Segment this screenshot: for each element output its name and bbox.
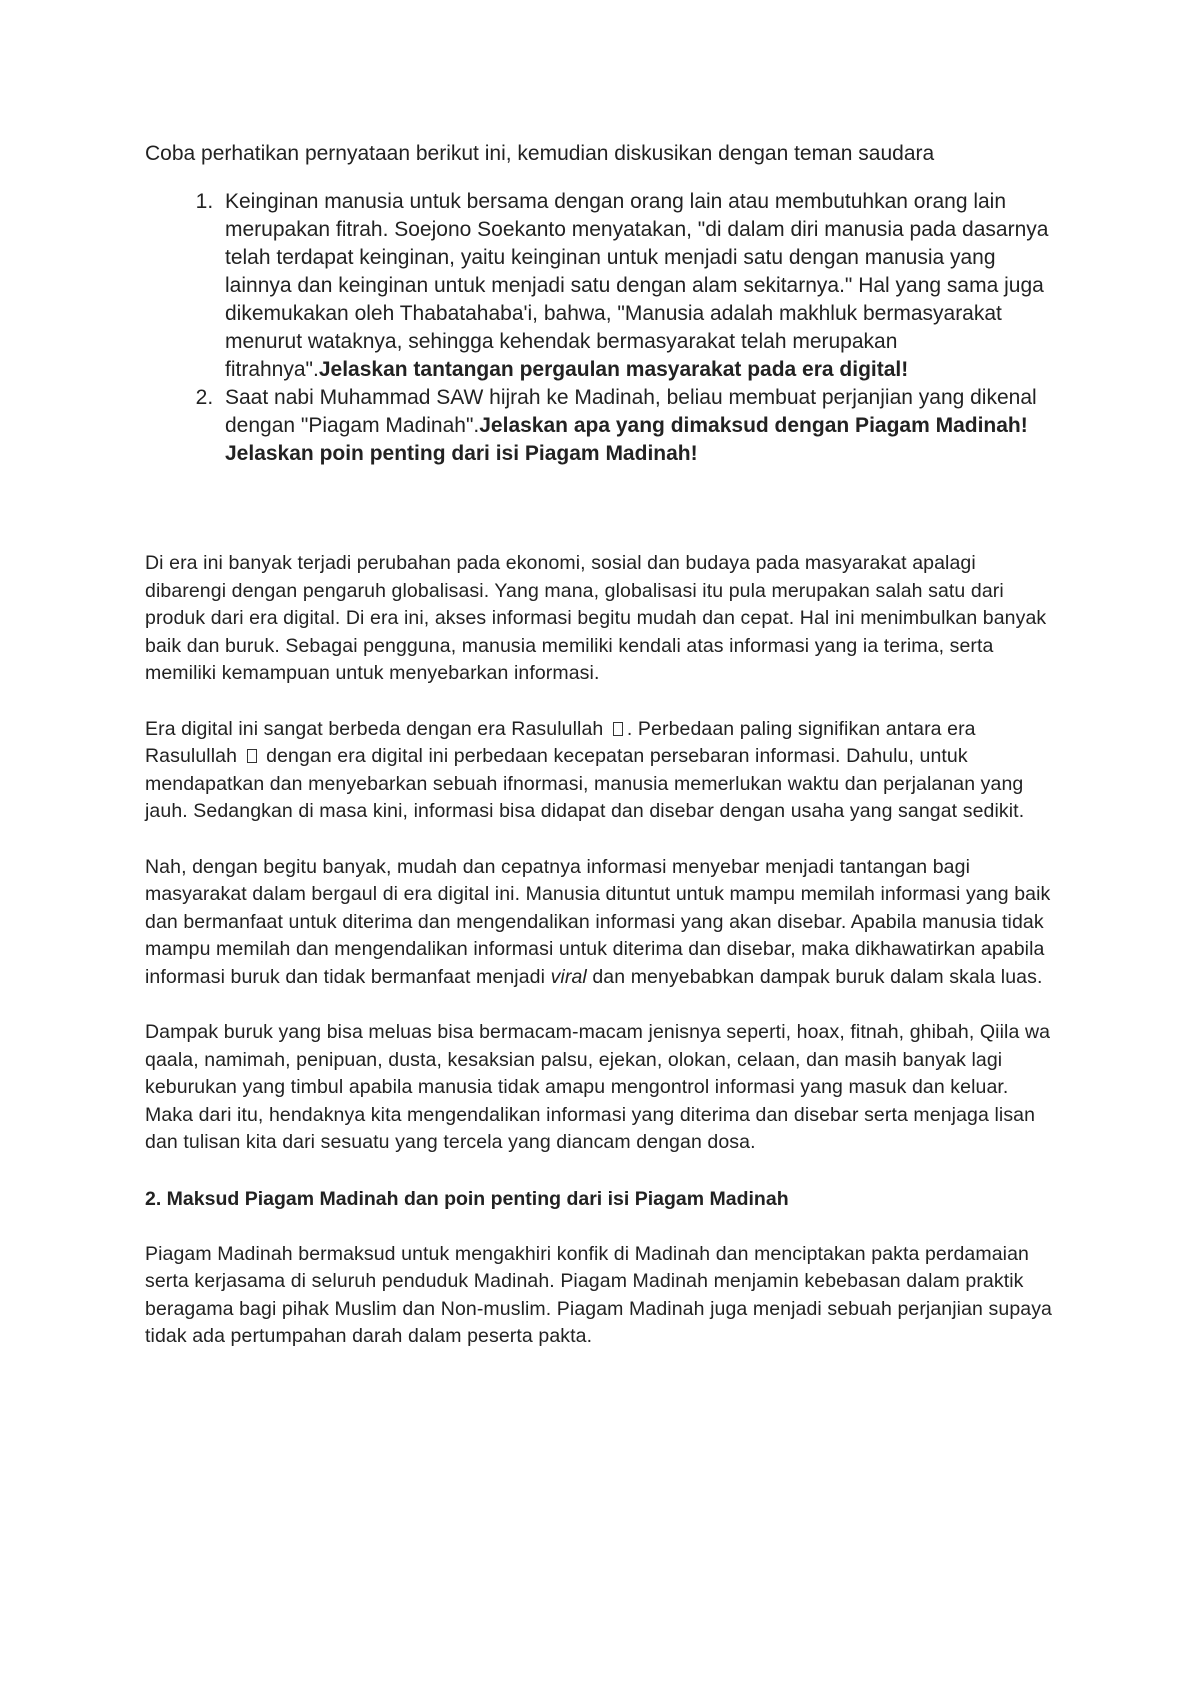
paragraph-text: dengan era digital ini perbedaan kecepatan persebaran informasi. Dahulu, untuk mendapatkan dan menyebarkan sebuah ifnormasi, manusia memerlukan waktu dan perjalanan yang jauh. Sedangkan di masa kini, informasi bisa didapat dan disebar dengan usaha yang sangat sedikit. [145,745,1025,822]
question-prompt: Jelaskan tantangan pergaulan masyarakat pada era digital! [318,358,909,381]
missing-glyph-icon [613,722,623,736]
answer-paragraph: Piagam Madinah bermaksud untuk mengakhiri konfik di Madinah dan menciptakan pakta perdamaian serta kerjasama di seluruh penduduk Madinah. Piagam Madinah menjamin kebebasan dalam praktik beragama bagi pihak Muslim dan Non-muslim. Piagam Madinah juga menjadi sebuah perjanjian supaya tidak ada pertumpahan darah dalam peserta pakta. [145,1242,1053,1347]
section-heading: 2. Maksud Piagam Madinah dan poin penting dari isi Piagam Madinah [145,1187,789,1210]
paragraph-text: Era digital ini sangat berbeda dengan era Rasulullah [145,717,604,740]
answer-paragraph: Dampak buruk yang bisa meluas bisa bermacam-macam jenisnya seperti, hoax, fitnah, ghibah, Qiila wa qaala, namimah, penipuan, dusta, kesaksian palsu, ejekan, olokan, celaan, dan masih banyak lagi keburukan yang timbul apabila manusia tidak amapu mengontrol informasi yang masuk dan keluar. Maka dari itu, hendaknya kita mengendalikan informasi yang diterima dan disebar serta menjaga lisan dan tulisan kita dari sesuatu yang tercela yang diancam dengan dosa. [145,1021,1051,1153]
question-text: Keinginan manusia untuk bersama dengan orang lain atau membutuhkan orang lain merupakan fitrah. Soejono Soekanto menyatakan, "di dalam diri manusia pada dasarnya telah terdapat keinginan, yaitu keinginan untuk menjadi satu dengan manusia yang lainnya dan keinginan untuk menjadi satu dengan alam sekitarnya." Hal yang sama juga dikemukakan oleh Thabatahaba'i, bahwa, "Manusia adalah makhluk bermasyarakat menurut wataknya, sehingga kehendak bermasyarakat telah merupakan fitrahnya". [225,190,1049,381]
question-item [219,384,1060,468]
answer-paragraph: Di era ini banyak terjadi perubahan pada ekonomi, sosial dan budaya pada masyarakat apalagi dibarengi dengan pengaruh globalisasi. Yang mana, globalisasi itu pula merupakan salah satu dari produk dari era digital. Di era ini, akses informasi begitu mudah dan cepat. Hal ini menimbulkan banyak baik dan buruk. Sebagai pengguna, manusia memiliki kendali atas informasi yang ia terima, serta memiliki kemampuan untuk menyebarkan informasi. [145,552,1047,684]
paragraph-text: . Perbedaan paling signifikan antara era Rasulullah [145,717,976,767]
answer-section [145,550,1060,1351]
question-text: Saat nabi Muhammad SAW hijrah ke Madinah, beliau membuat perjanjian yang dikenal dengan "Piagam Madinah". [225,386,1037,437]
paragraph-text: dan menyebabkan dampak buruk dalam skala luas. [592,965,1043,988]
answer-paragraph [145,716,1060,826]
intro-text: Coba perhatikan pernyataan berikut ini, kemudian diskusikan dengan teman saudara [145,142,935,165]
answer-paragraph [145,854,1060,992]
missing-glyph-icon [247,749,257,763]
questions-list [145,188,1060,468]
question-item [219,188,1060,384]
question-prompt: Jelaskan apa yang dimaksud dengan Piagam Madinah! Jelaskan poin penting dari isi Piagam Madinah! [225,414,1028,465]
italic-term: viral [550,965,587,988]
paragraph-text: Nah, dengan begitu banyak, mudah dan cepatnya informasi menyebar menjadi tantangan bagi masyarakat dalam bergaul di era digital ini. Manusia dituntut untuk mampu memilah informasi yang baik dan bermanfaat untuk diterima dan mengendalikan informasi yang akan disebar. Apabila manusia tidak mampu memilah dan mengendalikan informasi untuk diterima dan disebar, maka dikhawatirkan apabila informasi buruk dan tidak bermanfaat menjadi [145,855,1051,988]
